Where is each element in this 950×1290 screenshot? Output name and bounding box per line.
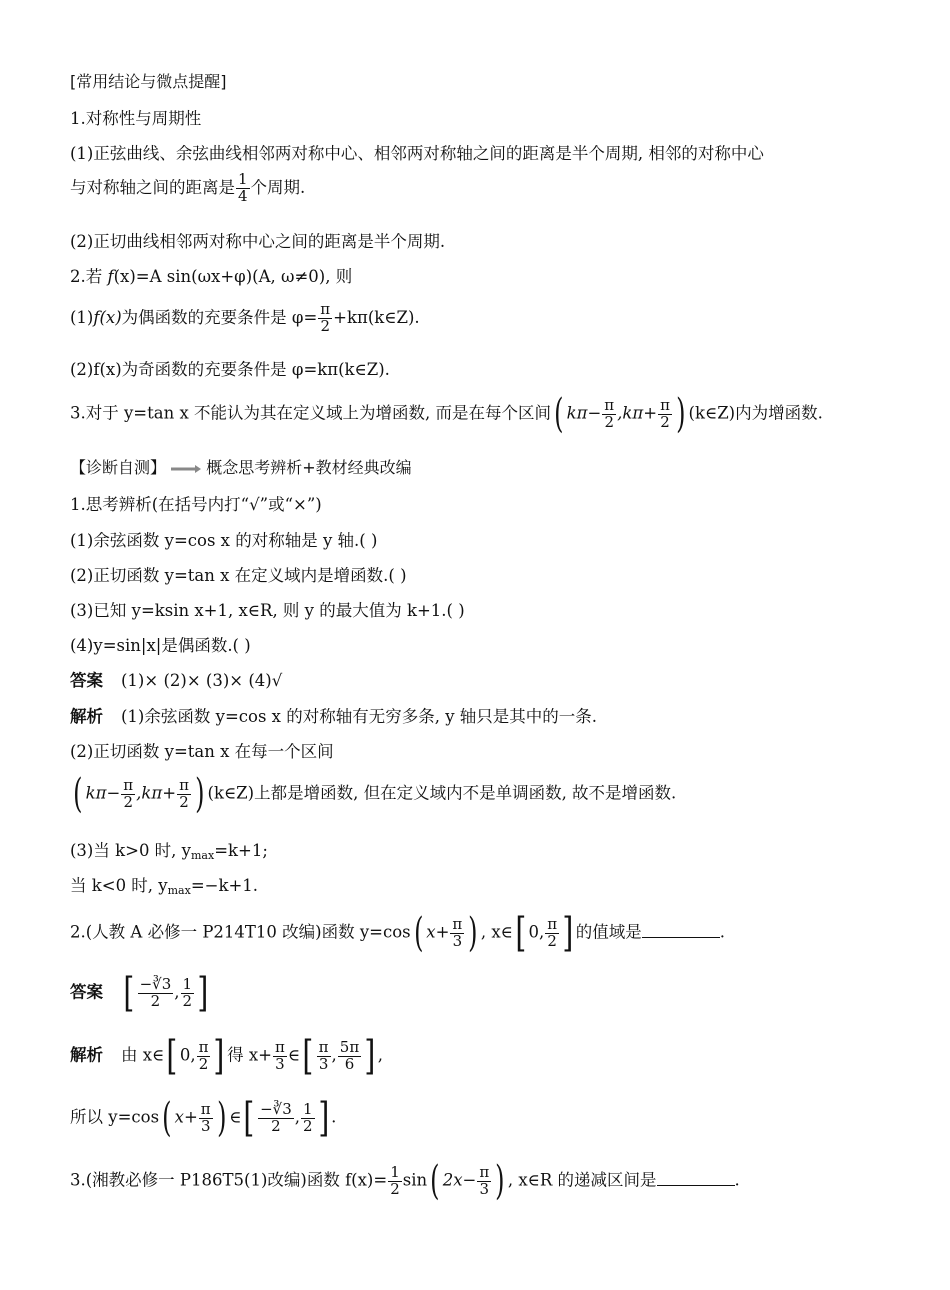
question-1-3: (3)已知 y=ksin x+1, x∈R, 则 y 的最大值为 k+1.( ) [70, 601, 465, 620]
answer-1: 答案 (1)× (2)× (3)× (4)√ [70, 671, 283, 690]
point-1-1-cont: 与对称轴之间的距离是 $\frac{1}{4}$ 个周期. [70, 170, 306, 205]
solution-2: 解析 由 x∈[ 0, $\frac{\pi}{2}$ ] 得 x+ $\frac{\pi}{3}$ ∈[ $\frac{\pi}{3}$ , $\frac{5\pi}{6}$ ] , [70, 1033, 384, 1079]
point-3: 3.对于 y=tan x 不能认为其在定义域上为增函数, 而是在每个区间( kπ− $\frac{\pi}{2}$ ,kπ+ $\frac{\pi}{2}$ ) (k∈Z)内为增函数. [70, 391, 823, 437]
point-1-heading: 1.对称性与周期性 [70, 109, 202, 128]
point-2-heading: 2.若 f(x)=A sin(ωx+φ)(A, ω≠0), 则 [70, 267, 353, 286]
point-2-1: (1)f(x)为偶函数的充要条件是 φ= $\frac{\pi}{2}$ +kπ(k∈Z). [70, 300, 420, 335]
section-title-diagnosis: 【诊断自测】 概念思考辨析+教材经典改编 [70, 458, 412, 477]
point-1-2: (2)正切曲线相邻两对称中心之间的距离是半个周期. [70, 232, 446, 251]
question-1: 1.思考辨析(在括号内打“√”或“×”) [70, 495, 322, 514]
solution-1-2-cont: ( kπ− $\frac{\pi}{2}$ ,kπ+ $\frac{\pi}{2}$ ) (k∈Z)上都是增函数, 但在定义域内不是单调函数, 故不是增函数. [73, 771, 677, 817]
arrow-icon [171, 464, 201, 474]
answer-blank [642, 923, 720, 938]
solution-1-2: (2)正切函数 y=tan x 在每一个区间 [70, 742, 334, 761]
question-2: 2.(人教 A 必修一 P214T10 改编)函数 y=cos( x+ $\frac{\pi}{3}$ ) , x∈[ 0, $\frac{\pi}{2}$ ] 的值域是 . [70, 910, 725, 956]
question-1-2: (2)正切函数 y=tan x 在定义域内是增函数.( ) [70, 566, 407, 585]
solution-1-3: (3)当 k>0 时, $y_{max}=k+1$; [70, 841, 268, 862]
point-2-2: (2)f(x)为奇函数的充要条件是 φ=kπ(k∈Z). [70, 360, 390, 379]
solution-1-3-cont: 当 k<0 时, $y_{max}=-k+1$. [70, 876, 259, 897]
fraction-pi-over-2: $\frac{\pi}{2}$ [320, 300, 331, 335]
question-1-1: (1)余弦函数 y=cos x 的对称轴是 y 轴.( ) [70, 531, 378, 550]
fraction-quarter: $\frac{1}{4}$ [238, 170, 248, 205]
question-3: 3.(湘教必修一 P186T5(1)改编)函数 f(x)= $\frac{1}{2}$ sin( 2x− $\frac{\pi}{3}$ ) , x∈R 的递减区间是 . [70, 1158, 740, 1204]
solution-1-1: 解析 (1)余弦函数 y=cos x 的对称轴有无穷多条, y 轴只是其中的一条. [70, 707, 598, 726]
solution-2-cont: 所以 y=cos( x+ $\frac{\pi}{3}$ ) ∈[ $\frac{-∛3}{2}$ , $\frac{1}{2}$ ] . [70, 1095, 337, 1141]
question-1-4: (4)y=sin|x|是偶函数.( ) [70, 636, 251, 655]
section-title-conclusions: [常用结论与微点提醒] [70, 72, 227, 91]
answer-2: 答案 [ $\frac{-∛3}{2}$ , $\frac{1}{2}$ ] [70, 970, 209, 1016]
answer-blank [657, 1171, 735, 1186]
point-1-1: (1)正弦曲线、余弦曲线相邻两对称中心、相邻两对称轴之间的距离是半个周期, 相邻的对称中心 [70, 144, 764, 163]
